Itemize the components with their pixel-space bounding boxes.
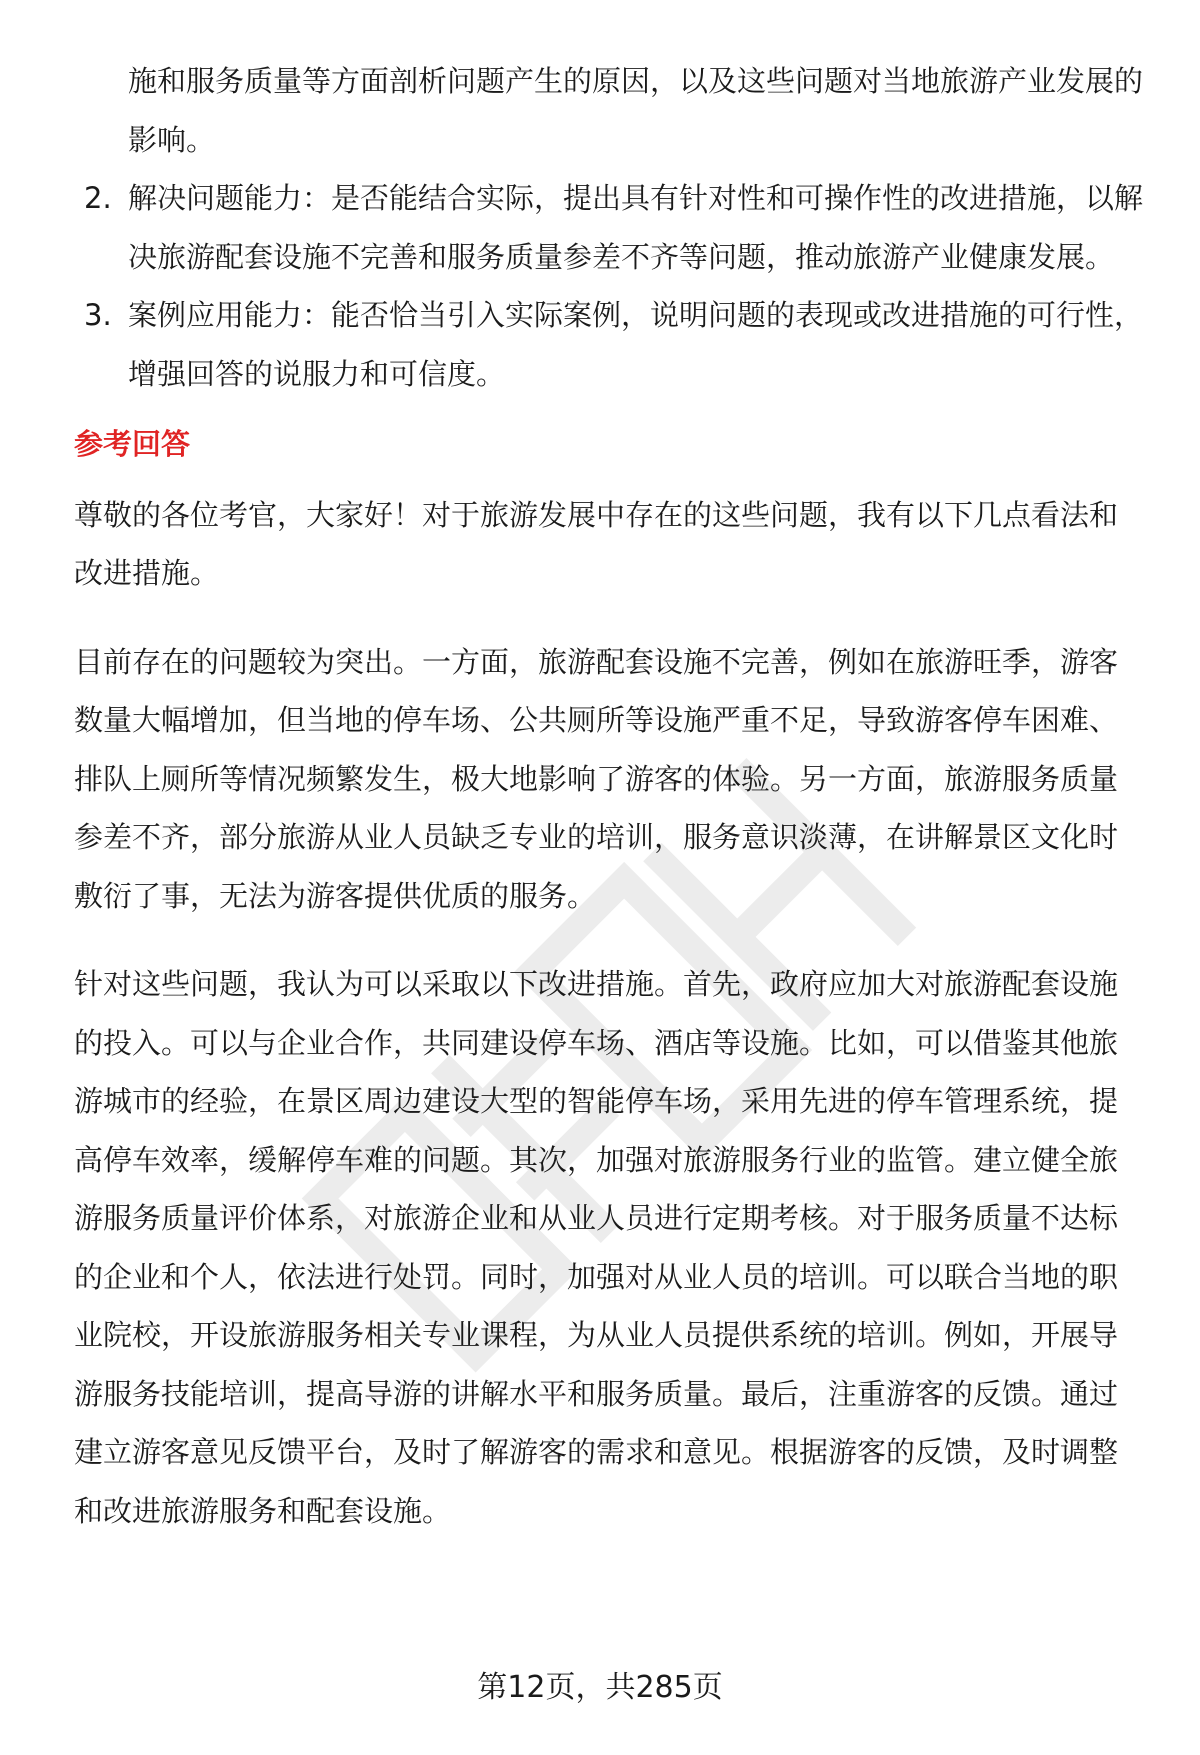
page-footer: 第12页，共285页 xyxy=(477,1670,723,1705)
section-heading: 参考回答 xyxy=(74,427,191,461)
criteria-continuation: 施和服务质量等方面剖析问题产生的原因，以及这些问题对当地旅游产业发展的影响。 xyxy=(128,64,1144,157)
criteria-text: 案例应用能力：能否恰当引入实际案例，说明问题的表现或改进措施的可行性，增强回答的说服力和可信度。 xyxy=(128,298,1144,391)
criteria-item xyxy=(74,286,1146,403)
answer-paragraph: 目前存在的问题较为突出。一方面，旅游配套设施不完善，例如在旅游旺季，游客数量大幅增加，但当地的停车场、公共厕所等设施严重不足，导致游客停车困难、排队上厕所等情况频繁发生，极大地影响了游客的体验。另一方面，旅游服务质量参差不齐，部分旅游从业人员缺乏专业的培训，服务意识淡薄，在讲解景区文化时敷衍了事，无法为游客提供优质的服务。 xyxy=(74,644,1119,913)
criteria-text: 解决问题能力：是否能结合实际，提出具有针对性和可操作性的改进措施，以解决旅游配套设施不完善和服务质量参差不齐等问题，推动旅游产业健康发展。 xyxy=(128,181,1144,274)
document-body xyxy=(74,52,1146,1570)
criteria-number: 2. xyxy=(84,181,112,215)
answer-paragraph: 尊敬的各位考官，大家好！对于旅游发展中存在的这些问题，我有以下几点看法和改进措施。 xyxy=(74,497,1119,590)
answer-paragraph: 针对这些问题，我认为可以采取以下改进措施。首先，政府应加大对旅游配套设施的投入。可以与企业合作，共同建设停车场、酒店等设施。比如，可以借鉴其他旅游城市的经验，在景区周边建设大型的智能停车场，采用先进的停车管理系统，提高停车效率，缓解停车难的问题。其次，加强对旅游服务行业的监管。建立健全旅游服务质量评价体系，对旅游企业和从业人员进行定期考核。对于服务质量不达标的企业和个人，依法进行处罚。同时，加强对从业人员的培训。可以联合当地的职业院校，开设旅游服务相关专业课程，为从业人员提供系统的培训。例如，开展导游服务技能培训，提高导游的讲解水平和服务质量。最后，注重游客的反馈。通过建立游客意见反馈平台，及时了解游客的需求和意见。根据游客的反馈，及时调整和改进旅游服务和配套设施。 xyxy=(74,967,1119,1528)
criteria-item xyxy=(74,169,1146,286)
criteria-number: 3. xyxy=(84,298,112,332)
